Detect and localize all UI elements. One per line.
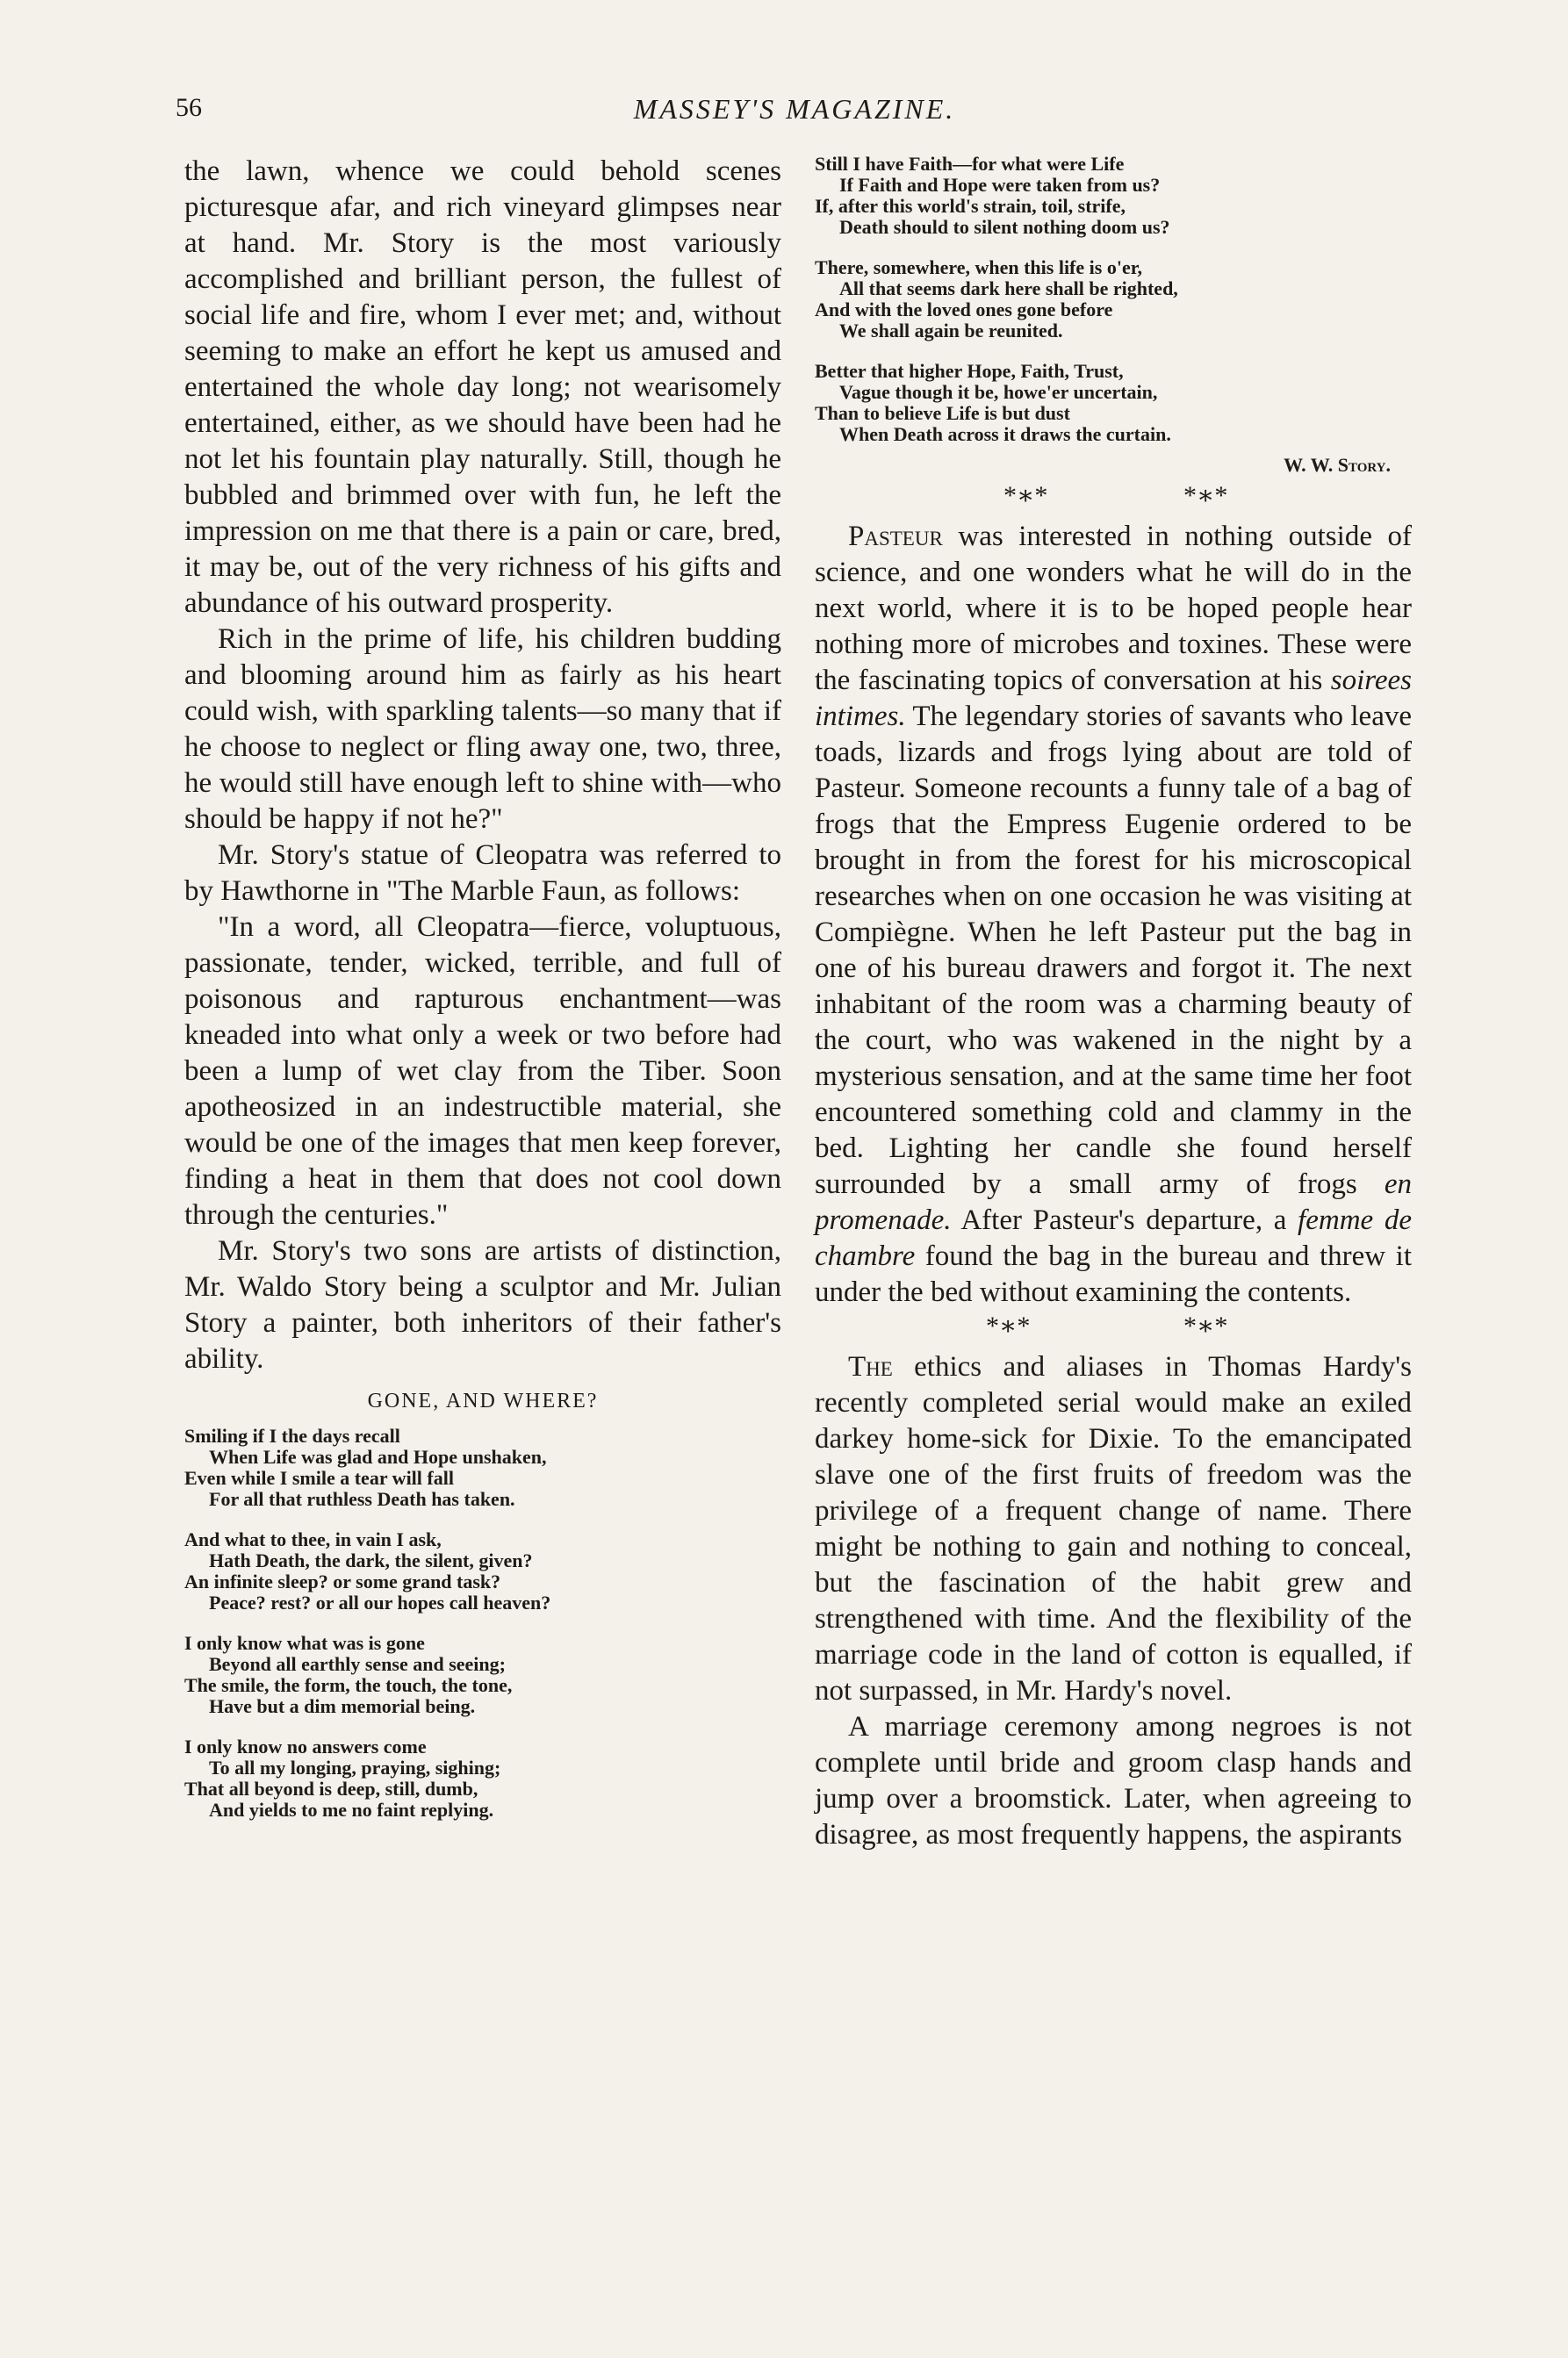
poem-line: And what to thee, in vain I ask,	[184, 1528, 442, 1550]
pasteur-lead-word: Pasteur	[848, 521, 943, 552]
asterism: *∗*	[986, 1312, 1031, 1341]
poem-line: Hath Death, the dark, the silent, given?	[209, 1549, 533, 1571]
poem-line: Even while I smile a tear will fall	[184, 1467, 454, 1489]
poem-line: To all my longing, praying, sighing;	[209, 1757, 501, 1779]
poem-line: Peace? rest? or all our hopes call heaven?	[209, 1592, 551, 1614]
poem-line: Better that higher Hope, Faith, Trust,	[815, 360, 1124, 382]
poem-line: Still I have Faith—for what were Life	[815, 153, 1125, 175]
asterism-separator	[815, 480, 1412, 519]
asterism: *∗*	[1003, 481, 1048, 510]
poem-line: And yields to me no faint replying.	[209, 1799, 494, 1821]
poem-stanza	[815, 257, 1412, 341]
right-column	[815, 154, 1412, 1853]
poem-stanza	[184, 1529, 781, 1614]
pasteur-text: The legendary stories of savants who leave toads, lizards and frogs lying about are told of Pasteur. Someone recounts a funny tale of a bag of frogs that the Empress Eugenie ordered to be brought in from the forest for his microscopical researches when on one occasion he was visiting at Compiègne. When he left Pasteur put the bag in one of his bureau drawers and forgot it. The next inhabitant of the room was a charming beauty of the court, who was wakened in the night by a mysterious sensation, and at the same time her foot encountered something cold and clammy in the bed. Lighting her candle she found herself surrounded by a small army of frogs	[815, 701, 1412, 1200]
poem-line: We shall again be reunited.	[839, 320, 1063, 341]
poem-line: Beyond all earthly sense and seeing;	[209, 1653, 506, 1675]
poem-line: Have but a dim memorial being.	[209, 1695, 476, 1717]
story-paragraph-2: Rich in the prime of life, his children budding and blooming around him as fairly as his heart could wish, with sparkling talents—so many that if he choose to neglect or fling away one, two, three, he would still have enough left to shine with—who should be happy if not he?"	[184, 623, 781, 835]
poem-line: The smile, the form, the touch, the tone,	[184, 1674, 513, 1696]
sons-paragraph: Mr. Story's two sons are artists of distinction, Mr. Waldo Story being a sculptor and Mr. Julian Story a painter, both inheritors of their father's ability.	[184, 1235, 781, 1375]
hardy-text: ethics and aliases in Thomas Hardy's recently completed serial would make an exiled darkey home-sick for Dixie. To the emancipated slave one of the first fruits of freedom was the privilege of a frequent change of name. There might be nothing to gain and nothing to conceal, but the fascination of the habit grew and strengthened with time. And the flexibility of the marriage code in the land of cotton is equalled, if not surpassed, in Mr. Hardy's novel.	[815, 1351, 1412, 1707]
poem-line: All that seems dark here shall be righted,	[839, 277, 1178, 299]
poem-title: GONE, AND WHERE?	[367, 1390, 599, 1413]
page-number: 56	[176, 93, 202, 122]
running-title: MASSEY'S MAGAZINE.	[633, 93, 956, 125]
asterism: *∗*	[1183, 1312, 1228, 1341]
poem-line: For all that ruthless Death has taken.	[209, 1488, 515, 1510]
pasteur-emphasis: soirees intimes.	[815, 665, 1412, 732]
asterism-separator	[815, 1311, 1412, 1349]
cleopatra-intro-paragraph: Mr. Story's statue of Cleopatra was referred to by Hawthorne in "The Marble Faun, as follows:	[184, 839, 781, 907]
poem-stanza	[184, 1633, 781, 1717]
poem-line: Smiling if I the days recall	[184, 1425, 400, 1447]
poem-line: I only know no answers come	[184, 1736, 427, 1758]
pasteur-text: After Pasteur's departure, a	[951, 1204, 1298, 1236]
page-header	[176, 93, 1413, 137]
poem-line: When Death across it draws the curtain.	[839, 423, 1171, 445]
asterism: *∗*	[1183, 481, 1228, 510]
poem-line: Vague though it be, howe'er uncertain,	[839, 381, 1158, 403]
poem-line: I only know what was is gone	[184, 1632, 425, 1654]
poem-credit: W. W. Story.	[1284, 454, 1391, 476]
poem-stanza	[184, 1736, 781, 1821]
hardy-paragraph	[815, 1349, 1412, 1709]
pasteur-paragraph	[815, 519, 1412, 1311]
pasteur-emphasis: en promenade.	[815, 1168, 1412, 1236]
story-paragraph-1: the lawn, whence we could behold scenes picturesque afar, and rich vineyard glimpses near at hand. Mr. Story is the most variously accomplished and brilliant person, the fullest of social life and fire, whom I ever met; and, without seeming to make an effort he kept us amused and entertained the whole day long; not wearisomely entertained, either, as we should have been had he not let his fountain play naturally. Still, though he bubbled and brimmed over with fun, he left the impression on me that there is a pain or care, bred, it may be, out of the very richness of his gifts and abundance of his outward prosperity.	[184, 155, 781, 619]
hardy-lead-word: The	[848, 1351, 893, 1383]
poem-stanza	[815, 154, 1412, 238]
poem-stanza	[184, 1426, 781, 1510]
poem-line: When Life was glad and Hope unshaken,	[209, 1446, 547, 1468]
pasteur-text: found the bag in the bureau and threw it under the bed without examining the contents.	[815, 1240, 1412, 1308]
poem-line: That all beyond is deep, still, dumb,	[184, 1778, 478, 1800]
poem-line: If Faith and Hope were taken from us?	[839, 174, 1161, 196]
hawthorne-quote-paragraph: "In a word, all Cleopatra—fierce, voluptuous, passionate, tender, wicked, terrible, and full of poisonous and rapturous enchantment—was kneaded into what only a week or two before had been a lump of wet clay from the Tiber. Soon apotheosized in an indestructible material, she would be one of the images that men keep forever, finding a heat in them that does not cool down through the centuries."	[184, 911, 781, 1231]
pasteur-emphasis: femme de chambre	[815, 1204, 1412, 1272]
pasteur-text: was interested in nothing outside of science, and one wonders what he will do in the next world, where it is to be hoped people hear nothing more of microbes and toxines. These were the fascinating topics of conversation at his	[815, 521, 1412, 696]
poem-line: There, somewhere, when this life is o'er,	[815, 256, 1142, 278]
poem-line: Death should to silent nothing doom us?	[839, 216, 1170, 238]
poem-line: And with the loved ones gone before	[815, 298, 1113, 320]
left-column	[184, 154, 781, 1840]
poem-line: An infinite sleep? or some grand task?	[184, 1571, 501, 1592]
poem-stanza	[815, 361, 1412, 445]
poem-line: Than to believe Life is but dust	[815, 402, 1070, 424]
marriage-paragraph: A marriage ceremony among negroes is not complete until bride and groom clasp hands and jump over a broomstick. Later, when agreeing to disagree, as most frequently happens, the aspirants	[815, 1711, 1412, 1851]
poem-line: If, after this world's strain, toil, strife,	[815, 195, 1126, 217]
